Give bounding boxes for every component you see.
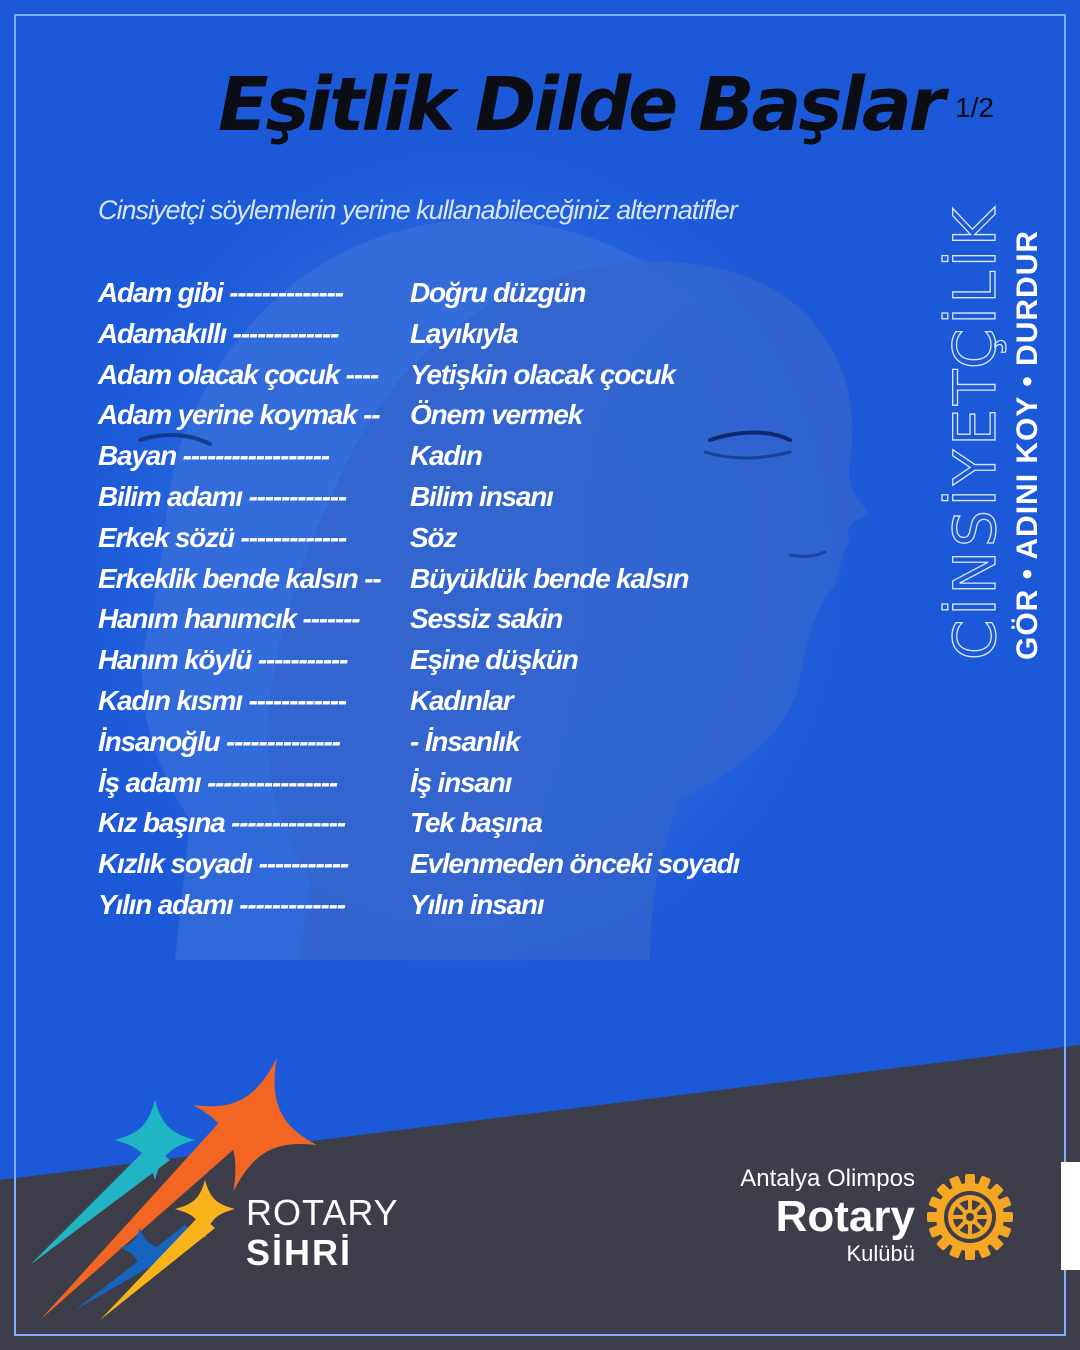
alternative: İş insanı [410,766,512,798]
alternative: Kadınlar [410,684,513,716]
alternative: Tek başına [410,807,542,839]
club-line1: Antalya Olimpos [740,1165,915,1192]
alternative: Kadın [410,440,482,472]
phrase-with-dashes: Erkeklik bende kalsın -- [98,562,381,594]
rotary-wheel-icon [925,1172,1015,1262]
alternative: Yetişkin olacak çocuk [410,358,675,390]
alternative: Önem vermek [410,399,583,431]
phrase-with-dashes: Kız başına -------------- [98,807,345,839]
vertical-motto: GÖR • ADINI KOY • DURDUR [1011,229,1044,660]
subtitle: Cinsiyetçi söylemlerin yerine kullanabileceğiniz alternatifler [98,195,737,225]
phrase-with-dashes: Hanım köylü ----------- [98,644,348,676]
page-title: Eşitlik Dilde Başlar [218,62,943,148]
alternative: Bilim insanı [410,480,553,512]
club-line3: Kulübü [846,1241,915,1266]
rotary-sihri-brand [246,1193,399,1273]
phrase-with-dashes: Bilim adamı ------------ [98,480,347,512]
phrase-with-dashes: Adam olacak çocuk ---- [98,358,379,390]
edge-bar [1061,1162,1080,1270]
vertical-heading: CİNSİYETÇİLİK [941,203,1009,660]
club-name [740,1165,915,1267]
alternative: Söz [410,521,457,553]
phrase-with-dashes: Erkek sözü ------------- [98,521,347,553]
club-line2: Rotary [775,1192,915,1241]
phrase-with-dashes: Adamakıllı ------------- [98,317,339,349]
phrase-with-dashes: Yılın adamı ------------- [98,888,345,920]
phrase-with-dashes: İş adamı ---------------- [98,766,338,798]
phrase-with-dashes: Kızlık soyadı ----------- [98,848,348,880]
alternative: Layıkıyla [410,317,518,349]
brand-line2: SİHRİ [246,1232,353,1273]
phrase-with-dashes: Hanım hanımcık ------- [98,603,360,635]
phrase-with-dashes: Bayan ------------------ [98,440,329,472]
alternative: Yılın insanı [410,888,544,920]
phrase-with-dashes: Adam gibi -------------- [98,277,343,308]
page-indicator: 1/2 [955,92,994,123]
alternative: Eşine düşkün [410,644,578,676]
phrase-with-dashes: Kadın kısmı ------------ [98,684,347,716]
alternative: Doğru düzgün [410,277,586,308]
alternative: Sessiz sakin [410,603,563,635]
alternative: Evlenmeden önceki soyadı [410,848,740,880]
alternative: - İnsanlık [410,725,520,757]
alternative: Büyüklük bende kalsın [410,562,689,594]
phrase-with-dashes: Adam yerine koymak -- [98,399,380,431]
brand-line1: ROTARY [246,1192,399,1233]
phrase-with-dashes: İnsanoğlu -------------- [98,725,340,757]
